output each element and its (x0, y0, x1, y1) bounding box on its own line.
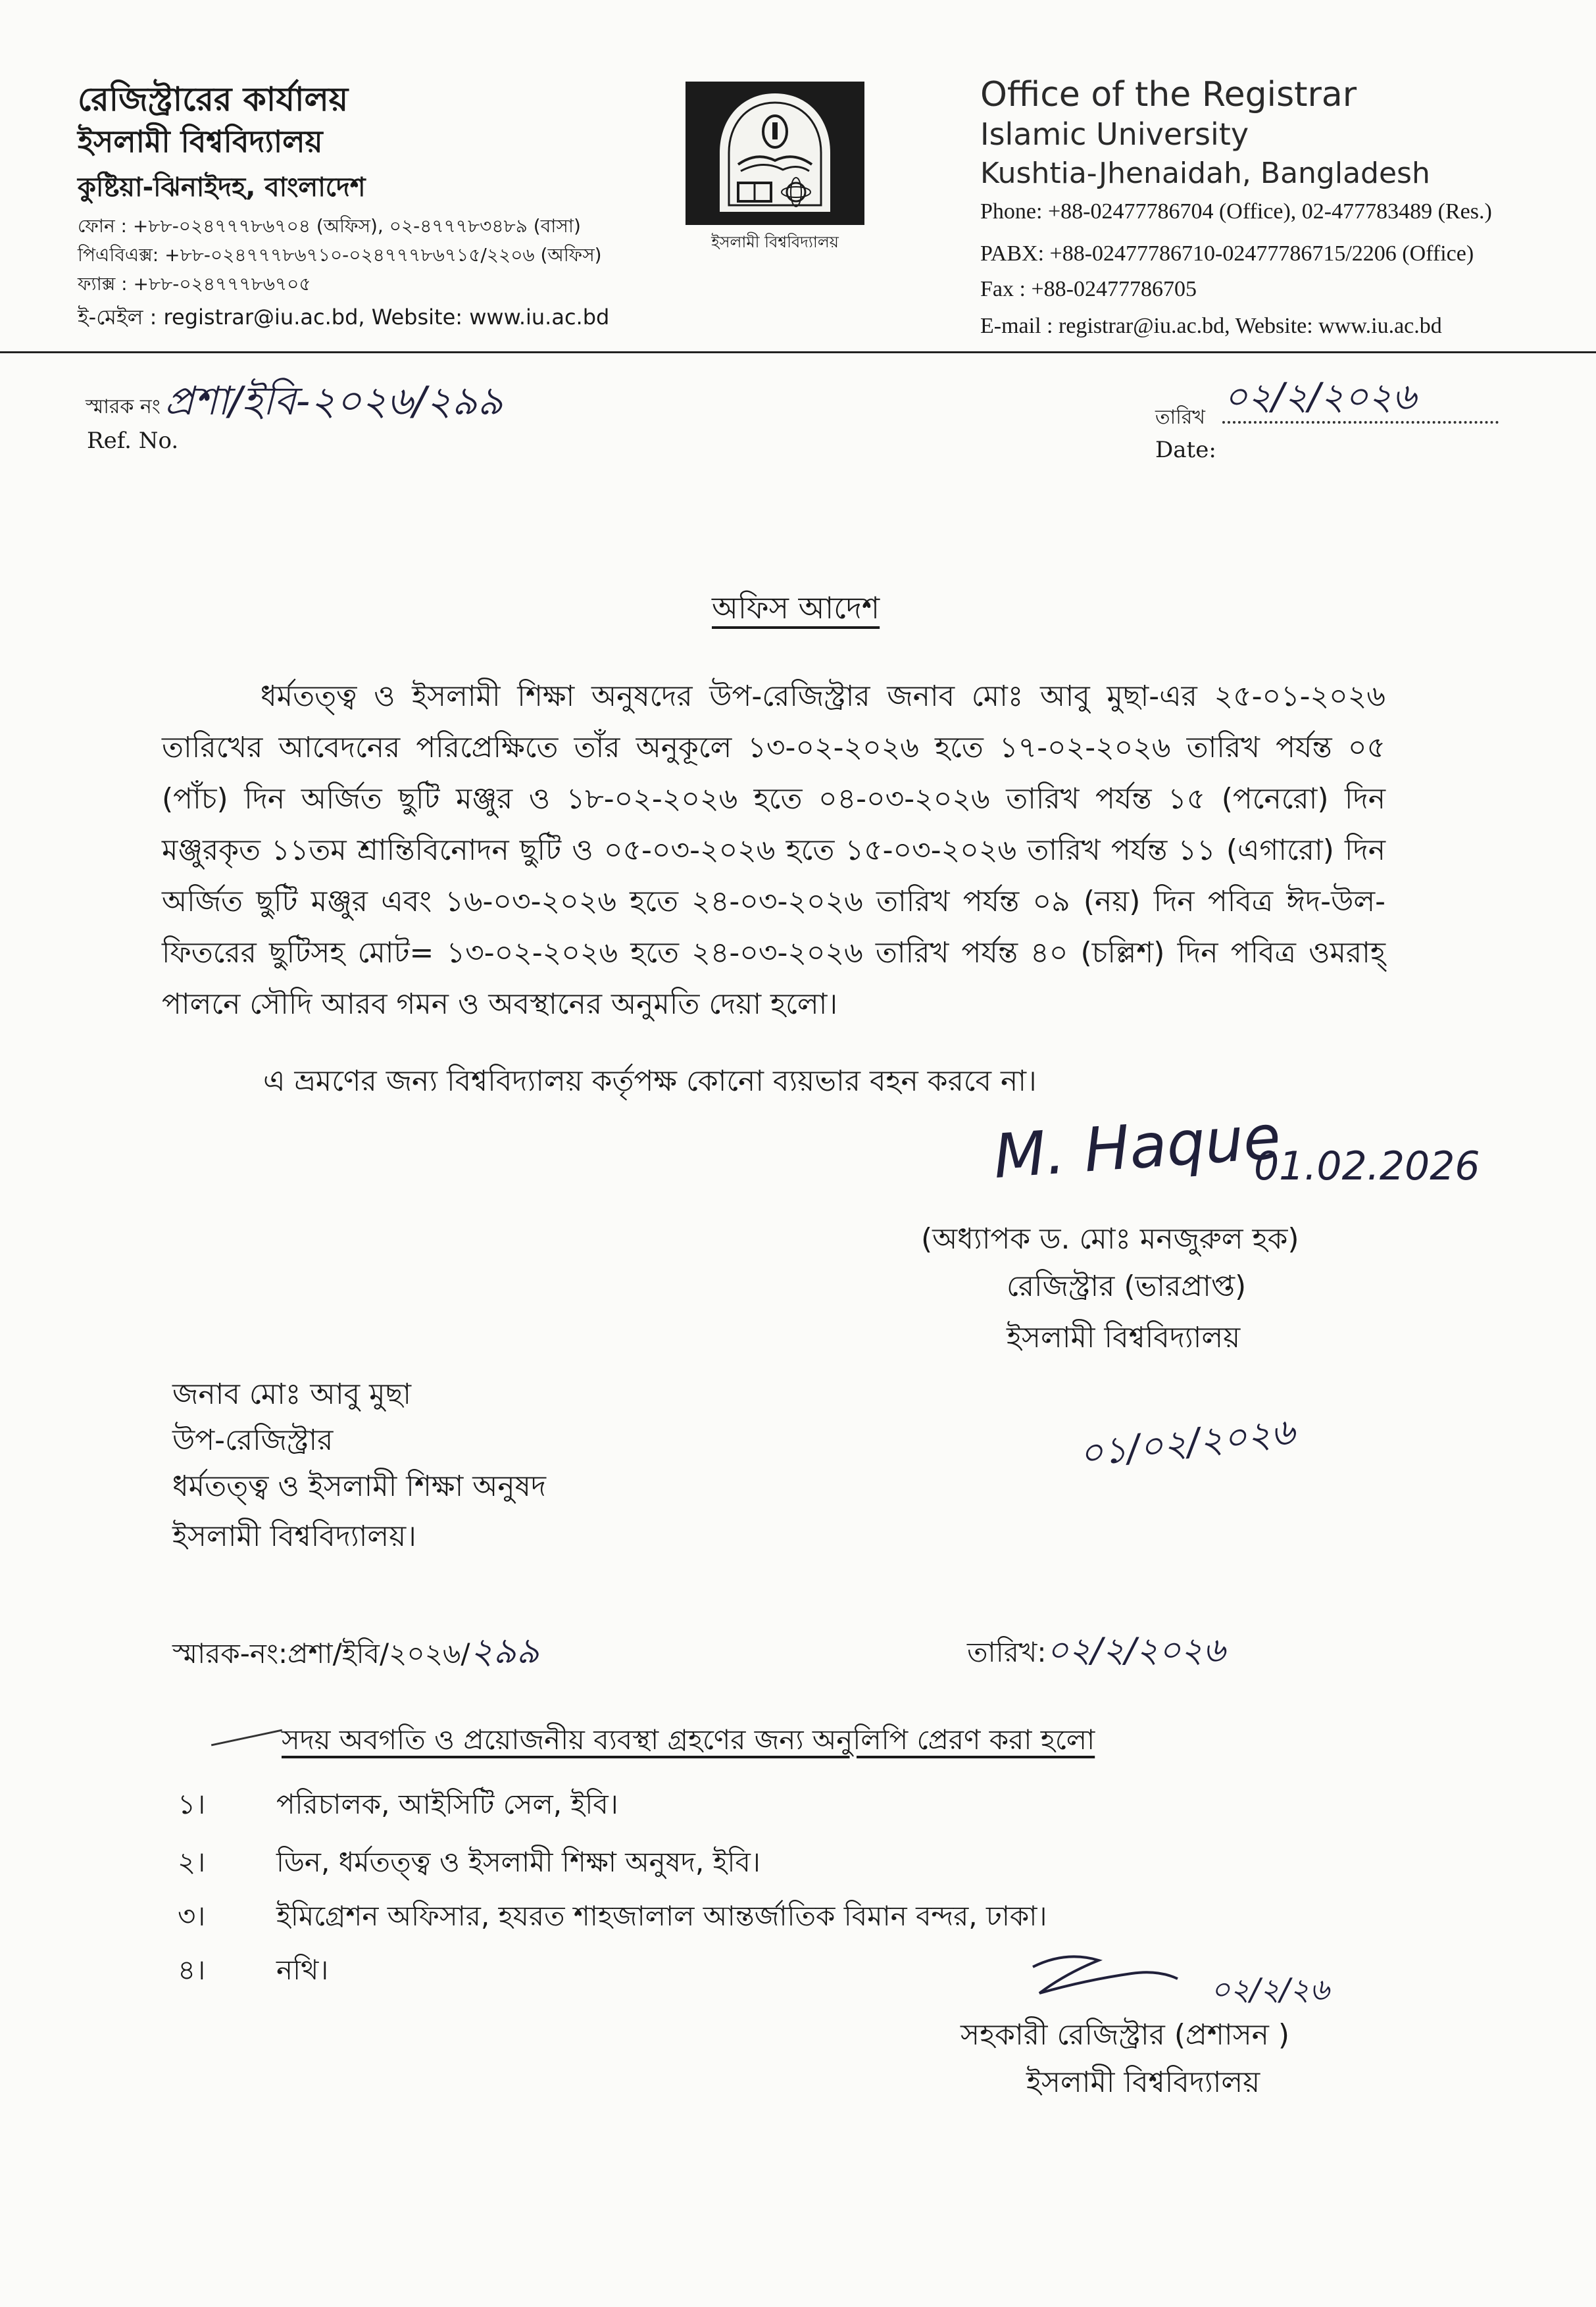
en-email: E-mail : registrar@iu.ac.bd, Website: www.iu.ac.bd (980, 314, 1442, 338)
header-divider (0, 351, 1596, 353)
copy-heading-tick (211, 1729, 282, 1747)
bn-pabx: পিএবিএক্স: +৮৮-০২৪৭৭৭৮৬৭১০-০২৪৭৭৭৮৬৭১৫/২২০৬ (অফিস) (78, 244, 602, 266)
order-title: অফিস আদেশ (712, 590, 880, 626)
en-university-name: Islamic University (980, 116, 1249, 152)
recipient-handwritten-note: ০১/০২/২০২৬ (1077, 1410, 1297, 1476)
registrar-institution: ইসলামী বিশ্ববিদ্যালয় (1007, 1321, 1241, 1354)
copy-memo-label: স্মারক-নং:প্রশা/ইবি/২০২৬/ (172, 1637, 470, 1670)
order-note: এ ভ্রমণের জন্য বিশ্ববিদ্যালয় কর্তৃপক্ষ কোনো ব্যয়ভার বহন করবে না। (263, 1064, 1037, 1098)
copy-date-value: ০২/২/২০২৬ (1046, 1631, 1226, 1670)
registrar-designation: রেজিস্ট্রার (ভারপ্রাপ্ত) (1007, 1270, 1247, 1303)
bn-office-title: রেজিস্ট্রারের কার্যালয় (78, 80, 349, 118)
assistant-institution: ইসলামী বিশ্ববিদ্যালয় (1026, 2066, 1260, 2099)
copy-item-number: ৪। (178, 1954, 206, 1986)
copy-memo-number: ২৯৯ (470, 1630, 539, 1672)
university-logo (684, 80, 866, 226)
bn-location: কুষ্টিয়া-ঝিনাইদহ, বাংলাদেশ (78, 172, 366, 203)
copy-item-text: ডিন, ধর্মতত্ত্ব ও ইসলামী শিক্ষা অনুষদ, ইবি। (276, 1846, 761, 1878)
copy-item-text: পরিচালক, আইসিটি সেল, ইবি। (276, 1788, 618, 1820)
order-paragraph: ধর্মতত্ত্ব ও ইসলামী শিক্ষা অনুষদের উপ-রেজিস্ট্রার জনাব মোঃ আবু মুছা-এর ২৫-০১-২০২৬ তারিখের আবেদনের পরিপ্রেক্ষিতে তাঁর অনুকূলে ১৩-০২-২০২৬ হতে ১৭-০২-২০২৬ তারিখ পর্যন্ত ০৫ (পাঁচ) দিন অর্জিত ছুটি মঞ্জুর ও ১৮-০২-২০২৬ হতে ০৪-০৩-২০২৬ তারিখ পর্যন্ত ১৫ (পনেরো) দিন মঞ্জুরকৃত ১১তম শ্রান্তিবিনোদন ছুটি ও ০৫-০৩-২০২৬ হতে ১৫-০৩-২০২৬ তারিখ পর্যন্ত ১১ (এগারো) দিন অর্জিত ছুটি মঞ্জুর এবং ১৬-০৩-২০২৬ হতে ২৪-০৩-২০২৬ তারিখ পর্যন্ত ০৯ (নয়) দিন পবিত্র ঈদ-উল-ফিতরের ছুটিসহ মোট= ১৩-০২-২০২৬ হতে ২৪-০৩-২০২৬ তারিখ পর্যন্ত ৪০ (চল্লিশ) দিন পবিত্র ওমরাহ্ পালনে সৌদি আরব গমন ও অবস্থানের অনুমতি দেয়া হলো। (162, 680, 1385, 1021)
logo-caption: ইসলামী বিশ্ববিদ্যালয় (711, 233, 839, 251)
copy-item-text: নথি। (276, 1954, 329, 1986)
bn-email: ই-মেইল : registrar@iu.ac.bd, Website: www.iu.ac.bd (78, 305, 610, 330)
assistant-sign-date: ০২/২/২৬ (1210, 1972, 1330, 2007)
recipient-faculty: ধর্মতত্ত্ব ও ইসলামী শিক্ষা অনুষদ (172, 1470, 547, 1503)
en-phone: Phone: +88-02477786704 (Office), 02-477783489 (Res.) (980, 199, 1492, 224)
copy-item (178, 1783, 618, 1829)
copy-item-text: ইমিগ্রেশন অফিসার, হযরত শাহজালাল আন্তর্জাতিক বিমান বন্দর, ঢাকা। (276, 1900, 1047, 1932)
date-label-en: Date: (1155, 437, 1216, 463)
assistant-signature (1026, 1947, 1184, 2000)
en-pabx: PABX: +88-02477786710-02477786715/2206 (Office) (980, 241, 1474, 266)
recipient-designation: উপ-রেজিস্ট্রার (172, 1424, 334, 1457)
copy-memo (172, 1624, 539, 1683)
recipient-name: জনাব মোঃ আবু মুছা (172, 1377, 412, 1411)
recipient-institution: ইসলামী বিশ্ববিদ্যালয়। (172, 1520, 416, 1553)
assistant-designation: সহকারী রেজিস্ট্রার (প্রশাসন ) (960, 2018, 1290, 2052)
en-office-title: Office of the Registrar (980, 75, 1357, 114)
en-location: Kushtia-Jhenaidah, Bangladesh (980, 157, 1430, 190)
bn-phone: ফোন : +৮৮-০২৪৭৭৭৮৬৭০৪ (অফিস), ০২-৪৭৭৭৮৩৪৮৯ (বাসা) (78, 215, 581, 237)
registrar-sign-date: 01.02.2026 (1254, 1143, 1480, 1189)
copy-heading: সদয় অবগতি ও প্রয়োজনীয় ব্যবস্থা গ্রহণের জন্য অনুলিপি প্রেরণ করা হলো (282, 1724, 1095, 1756)
copy-item (178, 1948, 328, 1995)
copy-item-number: ১। (178, 1788, 206, 1820)
ref-label-bn: স্মারক নং (86, 395, 161, 418)
bn-university-name: ইসলামী বিশ্ববিদ্যালয় (78, 124, 323, 159)
copy-item-number: ৩। (178, 1900, 206, 1932)
copy-item (178, 1841, 761, 1887)
copy-item (178, 1895, 1047, 1941)
date-value: ০২/২/২০২৬ (1224, 376, 1416, 418)
ref-label-en: Ref. No. (87, 428, 179, 454)
registrar-signature: M. Haque (991, 1101, 1283, 1193)
registrar-name: (অধ্যাপক ড. মোঃ মনজুরুল হক) (921, 1222, 1299, 1256)
copy-date-label: তারিখ: (967, 1636, 1047, 1668)
copy-date (967, 1624, 1225, 1681)
bn-fax: ফ্যাক্স : +৮৮-০২৪৭৭৭৮৬৭০৫ (78, 273, 311, 295)
ref-number: প্রশা/ইবি-২০২৬/২৯৯ (164, 378, 503, 424)
en-fax: Fax : +88-02477786705 (980, 277, 1197, 301)
date-label-bn: তারিখ (1155, 406, 1205, 429)
copy-item-number: ২। (178, 1846, 206, 1878)
